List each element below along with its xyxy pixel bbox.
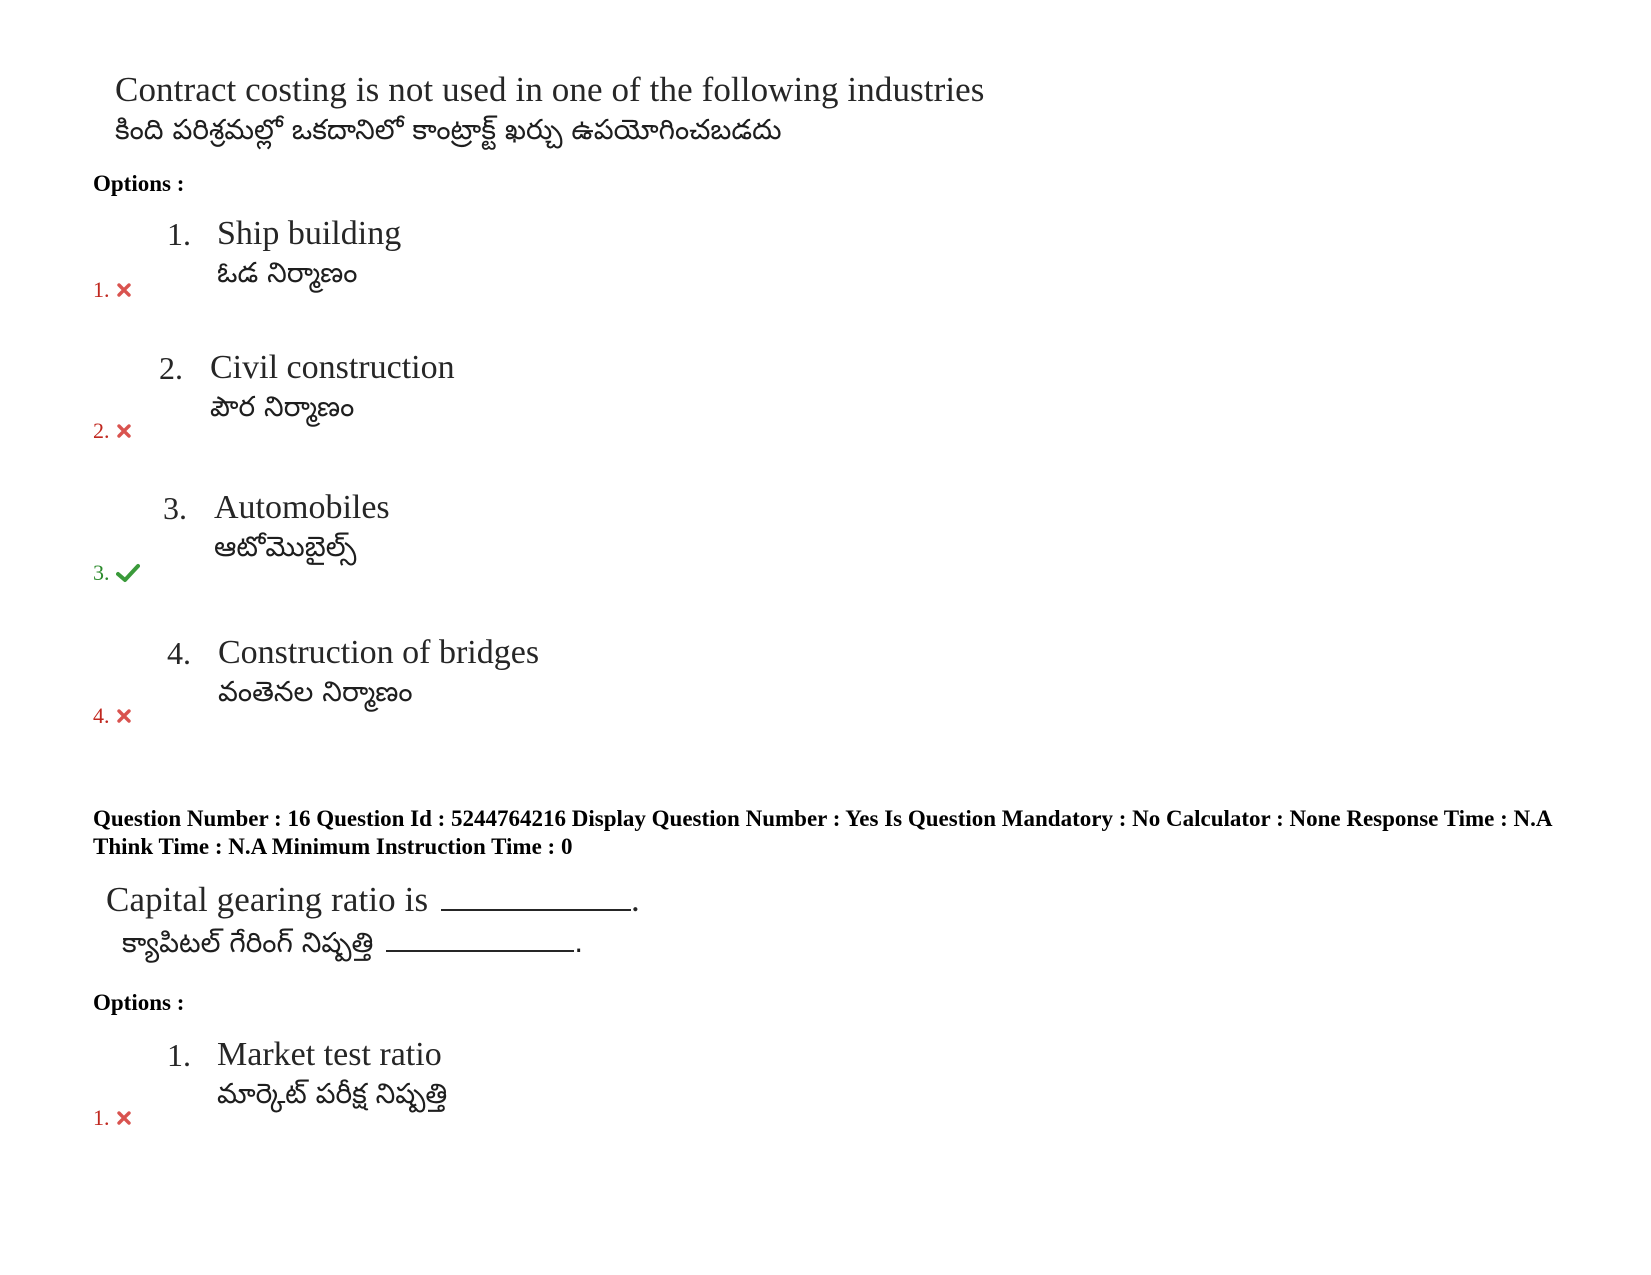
cross-icon [116, 423, 132, 439]
question-16-text-en [106, 880, 640, 920]
marker-number: 2. [93, 418, 110, 443]
question-text: క్యాపిటల్ గేరింగ్ నిష్పత్తి [122, 926, 374, 959]
cross-icon [116, 282, 132, 298]
question-15-text-te: కింది పరిశ్రమల్లో ఒకదానిలో కాంట్రాక్ట్ ఖర్చు ఉపయోగించబడదు [115, 113, 782, 146]
marker-number: 1. [93, 1105, 110, 1130]
option-number: 3. [163, 490, 187, 526]
question-text: Capital gearing ratio is [106, 880, 429, 919]
blank-period: . [574, 926, 584, 959]
option-text-te: ఓడ నిర్మాణం [217, 256, 358, 289]
option-text-te: ఆటోమొబైల్స్ [214, 530, 357, 563]
option-number: 4. [167, 635, 191, 671]
answer-blank [386, 924, 574, 952]
marker-number: 3. [93, 560, 110, 585]
option-marker-wrong [93, 418, 132, 444]
option-marker-correct [93, 560, 140, 586]
question-16-meta: Question Number : 16 Question Id : 5244764216 Display Question Number : Yes Is Question Mandatory : No Calculator : None Response Time : N.A Think Time : N.A Minimum Instruction Time : 0 [93, 806, 1552, 859]
option-text-en: Civil construction [210, 349, 455, 386]
option-text-en: Ship building [217, 215, 402, 252]
option-number: 1. [167, 216, 191, 252]
check-icon [116, 563, 140, 583]
option-number: 1. [167, 1037, 191, 1073]
option-text-te: పౌర నిర్మాణం [210, 390, 355, 423]
options-label-q16: Options : [93, 990, 185, 1015]
option-text-en: Market test ratio [217, 1036, 442, 1073]
option-number: 2. [159, 350, 183, 386]
option-text-en: Construction of bridges [218, 634, 540, 671]
blank-period: . [631, 880, 640, 919]
option-text-te: మార్కెట్ పరీక్ష నిష్పత్తి [217, 1077, 448, 1110]
marker-number: 1. [93, 277, 110, 302]
option-marker-wrong [93, 1105, 132, 1131]
marker-number: 4. [93, 703, 110, 728]
question-16-text-te [122, 924, 583, 966]
answer-blank [441, 883, 631, 911]
option-marker-wrong [93, 703, 132, 729]
option-marker-wrong [93, 277, 132, 303]
cross-icon [116, 1110, 132, 1126]
option-text-en: Automobiles [214, 489, 390, 526]
cross-icon [116, 708, 132, 724]
question-15-text-en: Contract costing is not used in one of the following industries [115, 70, 985, 109]
option-text-te: వంతెనల నిర్మాణం [218, 675, 413, 708]
options-label-q15: Options : [93, 171, 185, 196]
